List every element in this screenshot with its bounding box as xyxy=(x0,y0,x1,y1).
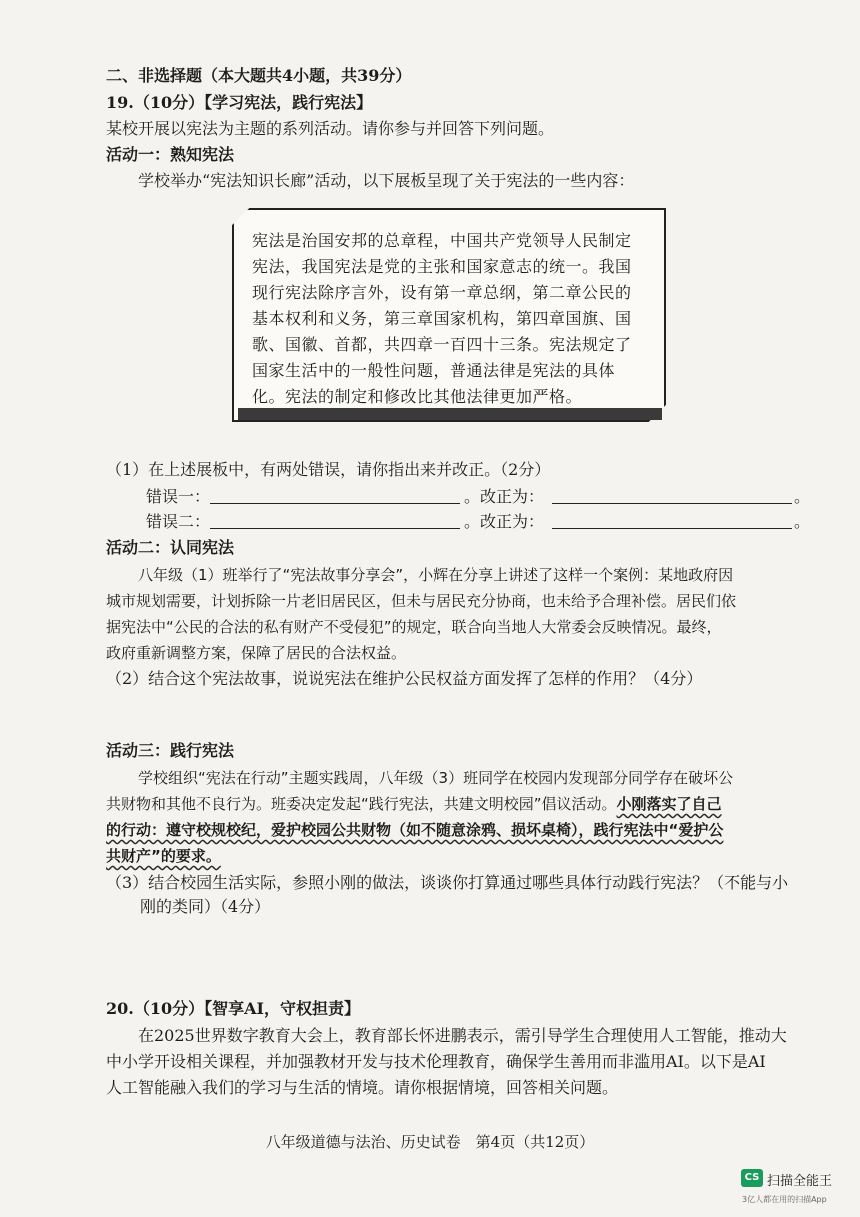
activity2-story-line1: 八年级（1）班举行了“宪法故事分享会”，小辉在分享上讲述了这样一个案例：某地政府因 xyxy=(138,566,734,584)
q20-para-line2: 中小学开设相关课程，并加强教材开发与技术伦理教育，确保学生善用而非滥用AI。以下是AI xyxy=(106,1052,766,1071)
fix1-blank[interactable] xyxy=(552,503,792,504)
q20-para-line1: 在2025世界数字教育大会上，教育部长怀进鹏表示，需引导学生合理使用人工智能，推动大 xyxy=(138,1026,787,1045)
activity3-highlight-start: 小刚落实了自己 xyxy=(616,795,722,813)
activity1-title: 活动一：熟知宪法 xyxy=(106,145,235,164)
camscanner-logo-icon: CS xyxy=(741,1169,763,1187)
activity1-desc: 学校举办“宪法知识长廊”活动，以下展板呈现了关于宪法的一些内容： xyxy=(138,171,635,190)
camscanner-tagline: 3亿人都在用的扫描App xyxy=(742,1195,827,1204)
q19-part2-prompt: （2）结合这个宪法故事，说说宪法在维护公民权益方面发挥了怎样的作用？（4分） xyxy=(106,669,703,688)
activity2-story-line4: 政府重新调整方案，保障了居民的合法权益。 xyxy=(106,644,407,662)
page-footer: 八年级道德与法治、历史试卷 第4页（共12页） xyxy=(265,1133,595,1151)
activity3-text-line1: 学校组织“宪法在行动”主题实践周，八年级（3）班同学在校园内发现部分同学存在破坏公 xyxy=(138,769,734,787)
q20-para-line3: 人工智能融入我们的学习与生活的情境。请你根据情境，回答相关问题。 xyxy=(106,1078,619,1097)
activity2-story-line2: 城市规划需要，计划拆除一片老旧居民区，但未与居民充分协商，也未给予合理补偿。居民们依 xyxy=(106,592,737,610)
exhibit-board-text: 宪法是治国安邦的总章程，中国共产党领导人民制定宪法，我国宪法是党的主张和国家意志的统一。我国现行宪法除序言外，设有第一章总纲，第二章公民的基本权利和义务，第三章国家机构，第四章国旗、国歌、国徽、首都，共四章一百四十三条。宪法规定了国家生活中的一般性问题，普通法律是宪法的具体化。宪法的制定和修改比其他法律更加严格。 xyxy=(252,231,632,406)
fix1-label: 。改正为： xyxy=(464,487,545,506)
activity2-title: 活动二：认同宪法 xyxy=(106,538,235,557)
error1-label: 错误一： xyxy=(146,487,211,506)
q19-part1-prompt: （1）在上述展板中，有两处错误，请你指出来并改正。（2分） xyxy=(106,460,551,479)
q20-title: 20.（10分）【智享AI，守权担责】 xyxy=(106,999,361,1018)
q19-part3-prompt-line2: 刚的类同）（4分） xyxy=(140,897,271,916)
activity2-story-line3: 据宪法中“公民的合法的私有财产不受侵犯”的规定，联合向当地人大常委会反映情况。最终， xyxy=(106,618,722,636)
fix1-end: 。 xyxy=(794,487,811,506)
activity3-text-line3: 的行动：遵守校规校纪，爱护校园公共财物（如不随意涂鸦、损坏桌椅），践行宪法中“爱护公 xyxy=(106,821,724,839)
q19-intro: 某校开展以宪法为主题的系列活动。请你参与并回答下列问题。 xyxy=(106,119,555,138)
error1-blank[interactable] xyxy=(210,503,460,504)
error2-label: 错误二： xyxy=(146,512,211,531)
q19-title: 19.（10分）【学习宪法，践行宪法】 xyxy=(106,93,373,112)
fix2-blank[interactable] xyxy=(552,528,792,529)
activity3-text-line2-plain: 共财物和其他不良行为。班委决定发起“践行宪法，共建文明校园”倡议活动。 xyxy=(106,795,617,813)
fix2-label: 。改正为： xyxy=(464,512,545,531)
activity3-text-line4: 共财产”的要求。 xyxy=(106,847,221,865)
fix2-end: 。 xyxy=(794,512,811,531)
camscanner-name: 扫描全能王 xyxy=(767,1174,833,1189)
section-header: 二、非选择题（本大题共4小题，共39分） xyxy=(106,66,412,85)
activity3-text-line2 xyxy=(106,797,722,812)
activity3-title: 活动三：践行宪法 xyxy=(106,741,235,760)
q19-part3-prompt-line1: （3）结合校园生活实际，参照小刚的做法，谈谈你打算通过哪些具体行动践行宪法？（不能与小 xyxy=(106,873,789,892)
error2-blank[interactable] xyxy=(210,528,460,529)
